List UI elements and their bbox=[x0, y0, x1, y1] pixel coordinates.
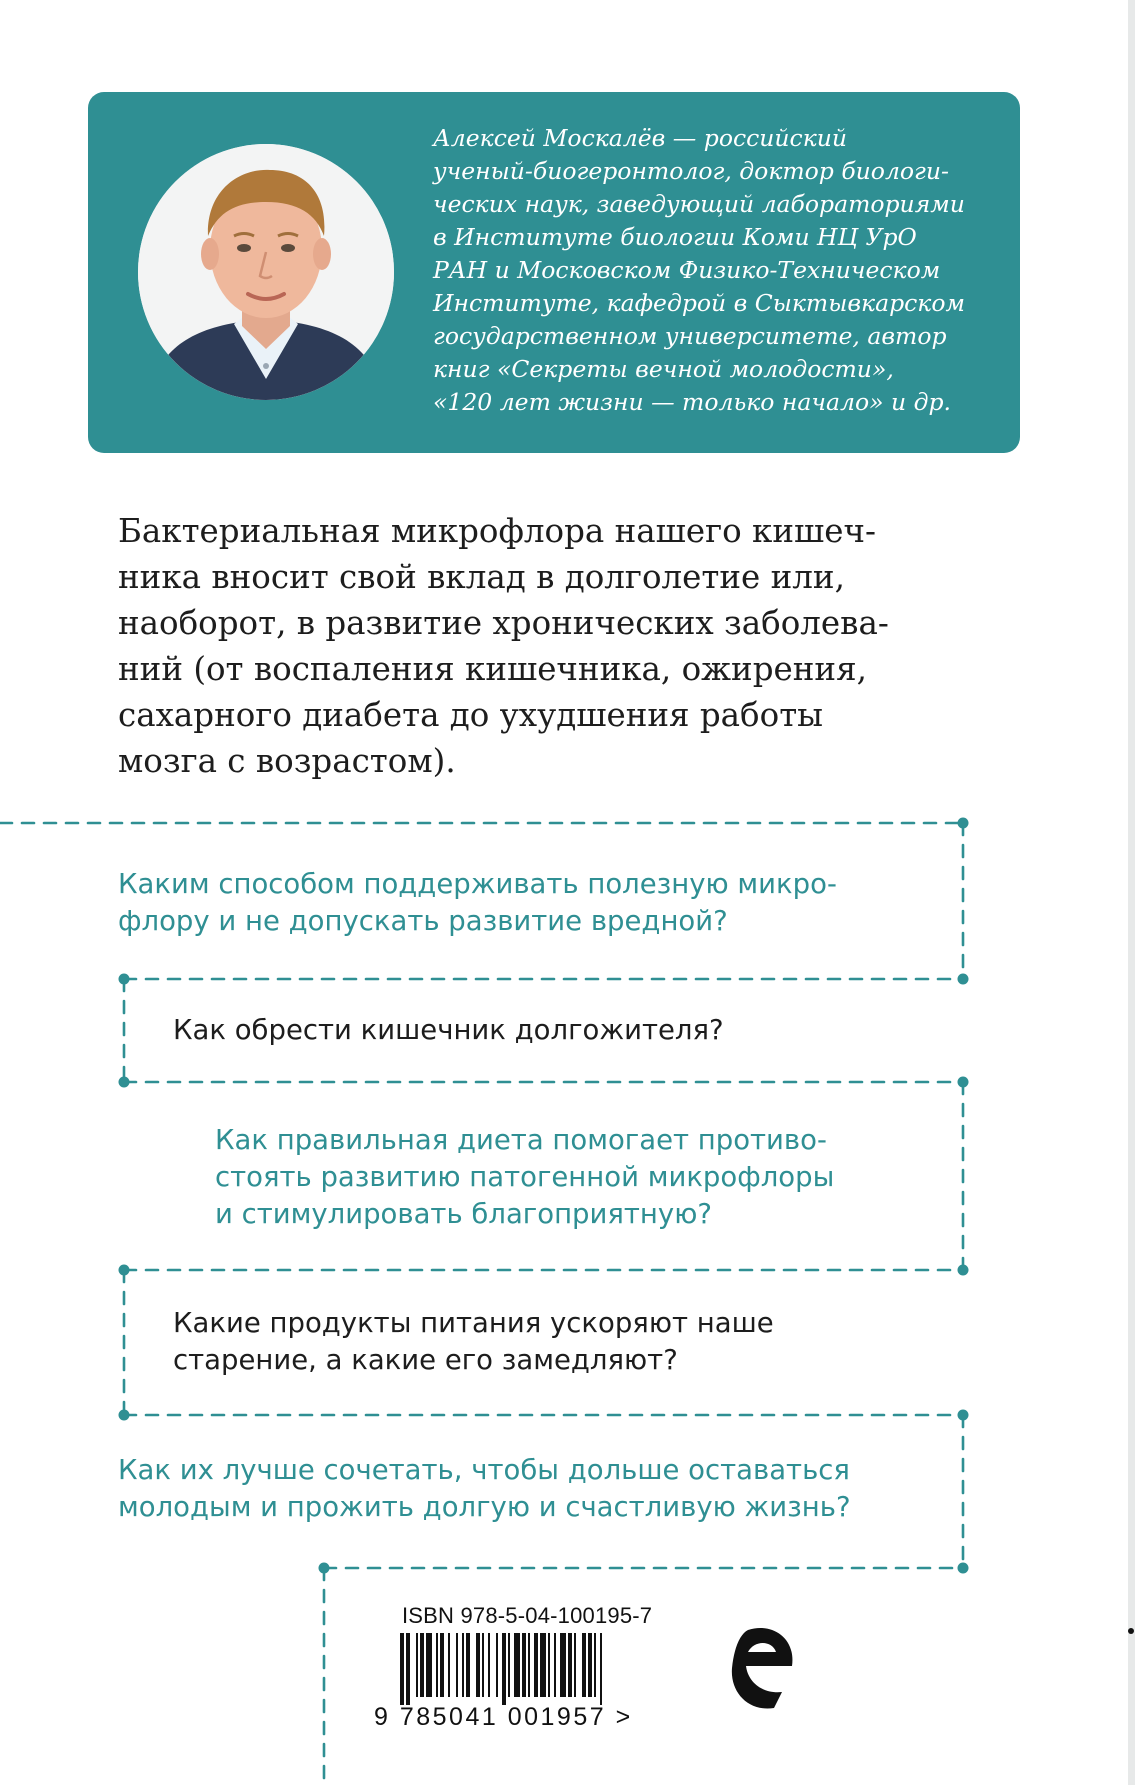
barcode-bar bbox=[534, 1633, 538, 1697]
intro-paragraph: Бактериальная микрофлора нашего кишеч- ника вносит свой вклад в долголетие или, наоборот, в развитие хронических заболева- ний (от воспаления кишечника, ожирения, сахарного диабета до ухудшения работы мозга с возрастом). bbox=[118, 512, 889, 780]
barcode-bar bbox=[508, 1633, 510, 1697]
frame-dot bbox=[958, 1410, 969, 1421]
barcode-bar bbox=[496, 1633, 498, 1697]
barcode-bar bbox=[502, 1633, 506, 1705]
question-4: Какие продукты питания ускоряют наше старение, а какие его замедляют? bbox=[173, 1307, 774, 1376]
barcode-bar bbox=[400, 1633, 404, 1705]
barcode-bar bbox=[528, 1633, 530, 1697]
frame-dot bbox=[319, 1563, 330, 1574]
question-1: Каким способом поддерживать полезную микро- флору и не допускать развитие вредной? bbox=[118, 868, 837, 937]
barcode-bar bbox=[440, 1633, 444, 1697]
barcode-bar bbox=[482, 1633, 484, 1697]
barcode-bar bbox=[462, 1633, 464, 1697]
barcode-bar bbox=[560, 1633, 566, 1697]
question-3: Как правильная диета помогает противо- стоять развитию патогенной микрофлоры и стимулировать благоприятную? bbox=[215, 1124, 835, 1230]
barcode-bar bbox=[420, 1633, 424, 1697]
barcode-bar bbox=[416, 1633, 418, 1697]
barcode-bar bbox=[540, 1633, 546, 1697]
eksmo-logo-icon bbox=[728, 1622, 800, 1712]
barcode-bar bbox=[448, 1633, 450, 1697]
barcode-bar bbox=[554, 1633, 556, 1697]
barcode-digits: 9 785041 001957 > bbox=[374, 1703, 633, 1731]
barcode-bar bbox=[426, 1633, 432, 1697]
barcode-bar bbox=[568, 1633, 572, 1697]
barcode-bar bbox=[466, 1633, 470, 1697]
frame-dot bbox=[958, 974, 969, 985]
question-2: Как обрести кишечник долгожителя? bbox=[173, 1014, 724, 1046]
barcode bbox=[400, 1633, 678, 1705]
barcode-bar bbox=[456, 1633, 458, 1697]
edge-mark bbox=[1128, 1628, 1134, 1634]
barcode-bar bbox=[476, 1633, 480, 1697]
frame-dot bbox=[958, 1077, 969, 1088]
barcode-bar bbox=[574, 1633, 576, 1697]
frame-dot bbox=[119, 1410, 130, 1421]
barcode-bar bbox=[588, 1633, 592, 1697]
barcode-bar bbox=[594, 1633, 596, 1697]
barcode-bar bbox=[548, 1633, 550, 1697]
frame-dot bbox=[958, 1563, 969, 1574]
isbn-label: ISBN 978-5-04-100195-7 bbox=[402, 1603, 653, 1628]
barcode-bar bbox=[436, 1633, 438, 1697]
author-bio: Алексей Москалёв — российский ученый-биогеронтолог, доктор биологи- ческих наук, заведующий лабораториями в Институте биологии Коми НЦ УрО РАН и Московском Физико-Техническом Институте, кафедрой в Сыктывкарском государственном университете, автор книг «Секреты вечной молодости», «120 лет жизни — только начало» и др. bbox=[433, 124, 965, 416]
barcode-bar bbox=[522, 1633, 526, 1697]
barcode-bar bbox=[488, 1633, 490, 1697]
barcode-bar bbox=[406, 1633, 410, 1705]
frame-dot bbox=[958, 818, 969, 829]
barcode-bar bbox=[514, 1633, 520, 1697]
frame-dot bbox=[119, 1077, 130, 1088]
question-5: Как их лучше сочетать, чтобы дольше оставаться молодым и прожить долгую и счастливую жизнь? bbox=[118, 1454, 851, 1523]
barcode-bar bbox=[582, 1633, 586, 1697]
frame-dot bbox=[958, 1265, 969, 1276]
barcode-bar bbox=[600, 1633, 602, 1705]
frame-dot bbox=[119, 1265, 130, 1276]
frame-dot bbox=[119, 974, 130, 985]
